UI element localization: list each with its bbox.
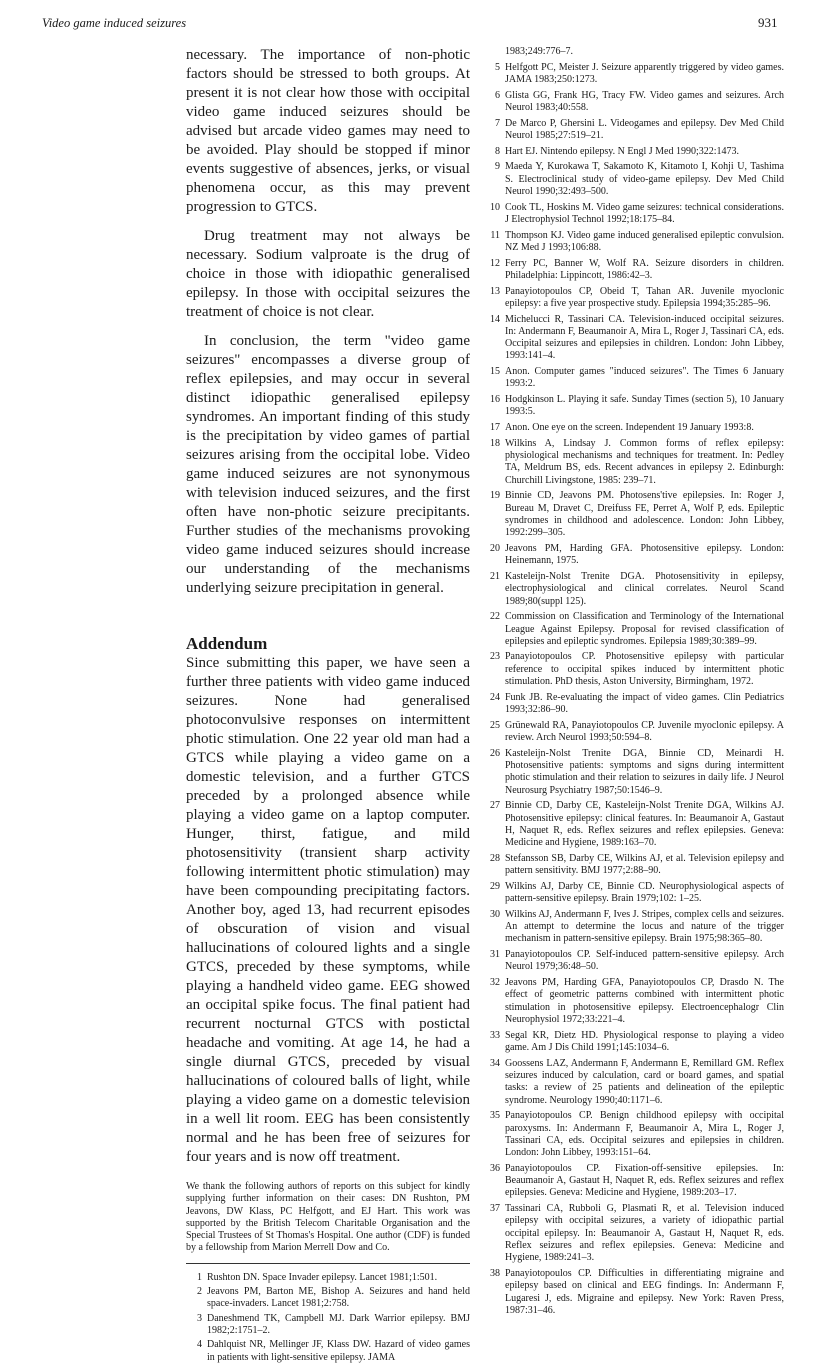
reference-item xyxy=(484,720,784,745)
reference-text: Panayiotopoulos CP. Fixation-off-sensitive epilepsies. In: Beaumanoir A, Gastaut H, Naquet R, eds. Reflex seizures and reflex epilepsies. Geneva: Medicine and Hygiene, 1989:203–17. xyxy=(505,1162,784,1199)
reference-number: 12 xyxy=(490,257,500,269)
reference-text: Hart EJ. Nintendo epilepsy. N Engl J Med 1990;322:1473. xyxy=(505,145,740,157)
reference-item xyxy=(484,571,784,608)
reference-text: Tassinari CA, Rubboli G, Plasmati R, et al. Television induced epilepsy with occipital seizures, a variety of idiopathic partial occipital epilepsy. In: Beaumanoir A, Gastaut H, Naquet R, eds. Reflex seizures and reflex epilepsies. Geneva: Medicine and Hygiene, 1989:241–3. xyxy=(505,1203,784,1264)
reference-item xyxy=(484,438,784,487)
reference-text: Panayiotopoulos CP, Obeid T, Tahan AR. Juvenile myoclonic epilepsy: a five year prospective study. Epilepsia 1994;35:285–96. xyxy=(505,285,784,309)
reference-text: Binnie CD, Darby CE, Kasteleijn-Nolst Trenite DGA, Wilkins AJ. Photosensitive epilepsy: clinical features. In: Beaumanoir A, Gastaut H, Naquet R, eds. Reflex seizures and reflex epilepsies. Geneva: Medicine and Hygiene, 1989:163–70. xyxy=(505,800,784,849)
reference-number: 34 xyxy=(490,1057,500,1069)
reference-item xyxy=(484,1110,784,1159)
reference-number: 16 xyxy=(490,394,500,406)
reference-number: 33 xyxy=(490,1029,500,1041)
reference-item xyxy=(484,314,784,363)
reference-item xyxy=(484,422,784,434)
running-title: Video game induced seizures xyxy=(42,16,187,30)
reference-number: 13 xyxy=(490,285,500,297)
reference-text: Michelucci R, Tassinari CA. Television-induced occipital seizures. In: Andermann F, Beaumanoir A, Mira L, Roger J, Tassinari CA, eds. Occipital seizures and epilepsies in children. London: John Libbey, 1993:141–4. xyxy=(505,313,784,362)
reference-number: 18 xyxy=(490,437,500,449)
reference-item xyxy=(484,62,784,87)
reference-text: Kasteleijn-Nolst Trenite DGA, Binnie CD, Meinardi H. Photosensitive patients: symptoms and signs during intermittent photic stimulation and their relation to seizures in daily life. J Neurol Neurosurg Psychiatry 1987;50:1546–9. xyxy=(505,747,784,796)
reference-number: 26 xyxy=(490,747,500,759)
acknowledgement: We thank the following authors of reports on this subject for kindly supplying further information on their cases: DN Rushton, PM Jeavons, DW Klass, PC Helfgott, and EJ Hart. This work was supported by the British Telecom Charitable Organisation and the Special Trustees of St Thomas's Hospital. One author (CDF) is funded by a fellowship from Marion Merrell Dow and Co. xyxy=(186,1181,470,1254)
reference-text: Wilkins AJ, Andermann F, Ives J. Stripes, complex cells and seizures. An attempt to determine the locus and nature of the trigger mechanism in pattern-sensitive epilepsy. Brain 1975;98:365–80. xyxy=(505,908,784,945)
reference-number: 37 xyxy=(490,1203,500,1215)
reference-item xyxy=(484,800,784,849)
reference-text: Jeavons PM, Barton ME, Bishop A. Seizures and hand held space-invaders. Lancet 1981;2:758. xyxy=(207,1286,470,1310)
reference-number: 21 xyxy=(490,570,500,582)
reference-item xyxy=(484,490,784,539)
reference-number: 30 xyxy=(490,908,500,920)
reference-number: 29 xyxy=(490,880,500,892)
reference-list xyxy=(186,1272,470,1364)
reference-text: Panayiotopoulos CP. Photosensitive epilepsy with particular reference to occipital spikes induced by intermittent photic stimulation. PhD thesis, Aston University, Birmingham, 1972. xyxy=(505,651,784,688)
reference-text: Cook TL, Hoskins M. Video game seizures: technical considerations. J Electrophysiol Technol 1992;18:175–84. xyxy=(505,201,784,225)
addendum-heading: Addendum xyxy=(186,634,268,653)
reference-number: 2 xyxy=(197,1286,202,1298)
reference-number: 32 xyxy=(490,977,500,989)
reference-item xyxy=(484,651,784,688)
reference-text: Rushton DN. Space Invader epilepsy. Lancet 1981;1:501. xyxy=(207,1271,438,1283)
reference-text: Segal KR, Dietz HD. Physiological response to playing a video game. Am J Dis Child 1991;145:1034–6. xyxy=(505,1029,784,1053)
reference-item xyxy=(484,1163,784,1200)
reference-list xyxy=(484,46,784,1317)
body-paragraph: In conclusion, the term "video game seizures" encompasses a diverse group of reflex epilepsies, and may occur in several distinct idiopathic generalised epilepsy syndromes. An important finding of this study is the precipitation by video games of partial seizures arising from the occipital lobe. Video game induced seizures are not synonymous with television induced seizures, and the first often have non-photic seizure precipitants. Further studies of the mechanisms provoking video game induced seizures should increase our understanding of the mechanisms underlying seizure precipitation in general. xyxy=(186,333,470,596)
reference-item xyxy=(186,1272,470,1284)
reference-text: Glista GG, Frank HG, Tracy FW. Video games and seizures. Arch Neurol 1983;40:558. xyxy=(505,89,784,113)
reference-number: 24 xyxy=(490,691,500,703)
reference-item xyxy=(186,1339,470,1364)
reference-text: Ferry PC, Banner W, Wolf RA. Seizure disorders in children. Philadelphia: Lippincott, 1986:42–3. xyxy=(505,257,784,281)
reference-item xyxy=(484,909,784,946)
reference-number: 27 xyxy=(490,800,500,812)
page-number: 931 xyxy=(758,15,778,30)
addendum-paragraph: Since submitting this paper, we have seen a further three patients with video game induced seizures. None had generalised photoconvulsive responses on intermittent photic stimulation. One 22 year old man had a GTCS while playing a video game on a domestic television, and a further GTCS preceded by a prolonged absence while playing a video game on a laptop computer. Hunger, thirst, fatigue, and mild photosensitivity (transient sharp activity following intermittent photic stimulation) may have been compounding precipitating factors. Another boy, aged 13, had recurrent episodes of obscuration of vision and visual hallucinations of coloured lights and a single GTCS, preceded by these symptoms, while playing a handheld video game. EEG showed an occipital spike focus. The final patient had recurrent nocturnal GTCS with postictal headache and vomiting. At age 14, he had a single diurnal GTCS, preceded by visual hallucinations of coloured balls of light, while playing a video game on a domestic television in a well lit room. EEG has been consistently normal and he has been free of seizures for four years and is now off treatment. xyxy=(186,655,470,1165)
reference-item xyxy=(484,258,784,283)
reference-number: 35 xyxy=(490,1110,500,1122)
reference-item xyxy=(484,692,784,717)
reference-number: 22 xyxy=(490,611,500,623)
reference-number: 31 xyxy=(490,949,500,961)
reference-item xyxy=(484,286,784,311)
reference-text: Wilkins A, Lindsay J. Common forms of reflex epilepsy: physiological mechanisms and techniques for treatment. In: Pedley TA, Meldrum BS, eds. Recent advances in epilepsy 2. Edinburgh: Churchill Livingstone, 1985: 239–71. xyxy=(505,437,784,486)
reference-item xyxy=(484,90,784,115)
reference-item xyxy=(484,611,784,648)
reference-text: Binnie CD, Jeavons PM. Photosens'tive epilepsies. In: Roger J, Bureau M, Dravet C, Dreifuss FE, Perret A, Wolf P, eds. Epileptic syndromes in childhood and adolescence. London: John Libbey, 1992:299–305. xyxy=(505,490,784,539)
reference-item xyxy=(484,1058,784,1107)
reference-text: Kasteleijn-Nolst Trenite DGA. Photosensitivity in epilepsy, electrophysiological and clinical correlates. Neurol Scand 1989;80(suppl 125). xyxy=(505,570,784,607)
reference-text: Helfgott PC, Meister J. Seizure apparently triggered by video games. JAMA 1983;250:1273. xyxy=(505,61,784,85)
reference-number: 25 xyxy=(490,719,500,731)
reference-item xyxy=(484,1268,784,1317)
reference-text: De Marco P, Ghersini L. Videogames and epilepsy. Dev Med Child Neurol 1985;27:519–21. xyxy=(505,117,784,141)
reference-text: Jeavons PM, Harding GFA, Panayiotopoulos CP, Drasdo N. The effect of geometric patterns combined with intermittent photic stimulation in photosensitive epilepsy. Electroencephalogr Clin Neurophysiol 1972;33:221–4. xyxy=(505,977,784,1026)
reference-number: 28 xyxy=(490,852,500,864)
reference-item xyxy=(186,1286,470,1311)
reference-text: Panayiotopoulos CP. Self-induced pattern-sensitive epilepsy. Arch Neurol 1979;36:48–50. xyxy=(505,949,784,973)
reference-number: 36 xyxy=(490,1162,500,1174)
reference-number: 19 xyxy=(490,490,500,502)
reference-number: 9 xyxy=(495,161,500,173)
body-paragraph: Drug treatment may not always be necessary. Sodium valproate is the drug of choice in those with idiopathic generalised epilepsy. In those with occipital seizures the treatment of choice is not clear. xyxy=(186,228,470,320)
reference-number: 11 xyxy=(490,229,500,241)
reference-number: 6 xyxy=(495,89,500,101)
reference-text: Thompson KJ. Video game induced generalised epileptic convulsion. NZ Med J 1993;106:88. xyxy=(505,229,784,253)
reference-text: Panayiotopoulos CP. Benign childhood epilepsy with occipital paroxysms. In: Andermann F, Beaumanoir A, Mira L, Roger J, Tassinari CA, eds. Occipital seizures and epilepsies in children. London: John Libbey, 1993:151–64. xyxy=(505,1110,784,1159)
reference-item xyxy=(484,543,784,568)
reference-item xyxy=(484,146,784,158)
reference-text: Funk JB. Re-evaluating the impact of video games. Clin Pediatrics 1993;32:86–90. xyxy=(505,691,784,716)
reference-text: Goossens LAZ, Andermann F, Andermann E, Remillard GM. Reflex seizures induced by calculation, card or board games, and spatial tasks: a review of 25 patients and delineation of the epileptic syndrome. Neurology 1990;40:1171–6. xyxy=(505,1057,784,1106)
reference-item xyxy=(484,118,784,143)
reference-number: 8 xyxy=(495,145,500,157)
reference-item xyxy=(484,977,784,1026)
reference-text: Maeda Y, Kurokawa T, Sakamoto K, Kitamoto I, Kohji U, Tashima S. Electroclinical study of video-game epilepsy. Dev Med Child Neurol 1990;32:493–500. xyxy=(505,161,784,197)
reference-item xyxy=(484,230,784,255)
reference-text: Hodgkinson L. Playing it safe. Sunday Times (section 5), 10 January 1993:5. xyxy=(505,394,784,418)
reference-item xyxy=(186,1313,470,1338)
reference-number: 10 xyxy=(490,201,500,213)
reference-number: 14 xyxy=(490,313,500,325)
reference-text: Anon. Computer games "induced seizures". The Times 6 January 1993:2. xyxy=(505,366,784,390)
reference-number: 23 xyxy=(490,651,500,663)
reference-item xyxy=(484,202,784,227)
reference-text: Grünewald RA, Panayiotopoulos CP. Juvenile myoclonic epilepsy. A review. Arch Neurol 1993;50:594–8. xyxy=(505,719,784,744)
reference-number: 1 xyxy=(197,1271,202,1283)
reference-number: 15 xyxy=(490,366,500,378)
divider xyxy=(186,1263,470,1264)
reference-text: Jeavons PM, Harding GFA. Photosensitive epilepsy. London: Heinemann, 1975. xyxy=(505,542,784,567)
reference-item xyxy=(484,949,784,974)
reference-text: Dahlquist NR, Mellinger JF, Klass DW. Hazard of video games in patients with light-sensitive epilepsy. JAMA xyxy=(207,1339,470,1363)
reference-continuation xyxy=(484,46,784,58)
reference-number: 5 xyxy=(495,61,500,73)
body-paragraph: necessary. The importance of non-photic factors should be stressed to both groups. At present it is not clear how those with occipital video game induced seizures should be advised but arcade video games may need to be avoided. Play should be stopped if minor events suggestive of absences, jerks, or visual phenomena occur, as this may prevent progression to GTCS. xyxy=(186,47,470,215)
reference-number: 20 xyxy=(490,542,500,554)
left-column xyxy=(186,46,470,1366)
reference-number: 38 xyxy=(490,1268,500,1279)
reference-item xyxy=(484,394,784,419)
reference-item xyxy=(484,1030,784,1055)
reference-number: 4 xyxy=(197,1339,202,1351)
reference-text: Commission on Classification and Terminology of the International League Against Epilepsy. Proposal for revised classification of epilepsies and epileptic syndromes. Epilepsia 1989;30:389–99. xyxy=(505,611,784,647)
reference-text: Daneshmend TK, Campbell MJ. Dark Warrior epilepsy. BMJ 1982;2:1751–2. xyxy=(207,1312,470,1336)
reference-item xyxy=(484,366,784,391)
reference-item xyxy=(484,161,784,198)
right-column xyxy=(484,46,784,1321)
reference-item xyxy=(484,748,784,797)
reference-text: Panayiotopoulos CP. Difficulties in differentiating migraine and epilepsy based on clinical and EEG findings. In: Andermann F, Lugaresi J, eds. Migraine and epilepsy. New York: Raven Press, 1987:31–46. xyxy=(505,1268,784,1316)
reference-item xyxy=(484,1203,784,1264)
reference-number: 17 xyxy=(490,422,500,434)
reference-item xyxy=(484,853,784,878)
reference-number: 7 xyxy=(495,117,500,129)
reference-number: 3 xyxy=(197,1312,202,1324)
reference-text: Anon. One eye on the screen. Independent 19 January 1993:8. xyxy=(505,422,754,434)
reference-text: Stefansson SB, Darby CE, Wilkins AJ, et al. Television epilepsy and pattern sensitivity. BMJ 1977;2:88–90. xyxy=(505,852,784,877)
reference-text: 1983;249:776–7. xyxy=(505,46,574,57)
reference-text: Wilkins AJ, Darby CE, Binnie CD. Neurophysiological aspects of pattern-sensitive epilepsy. Brain 1979;102: 1–25. xyxy=(505,880,784,905)
reference-item xyxy=(484,881,784,906)
